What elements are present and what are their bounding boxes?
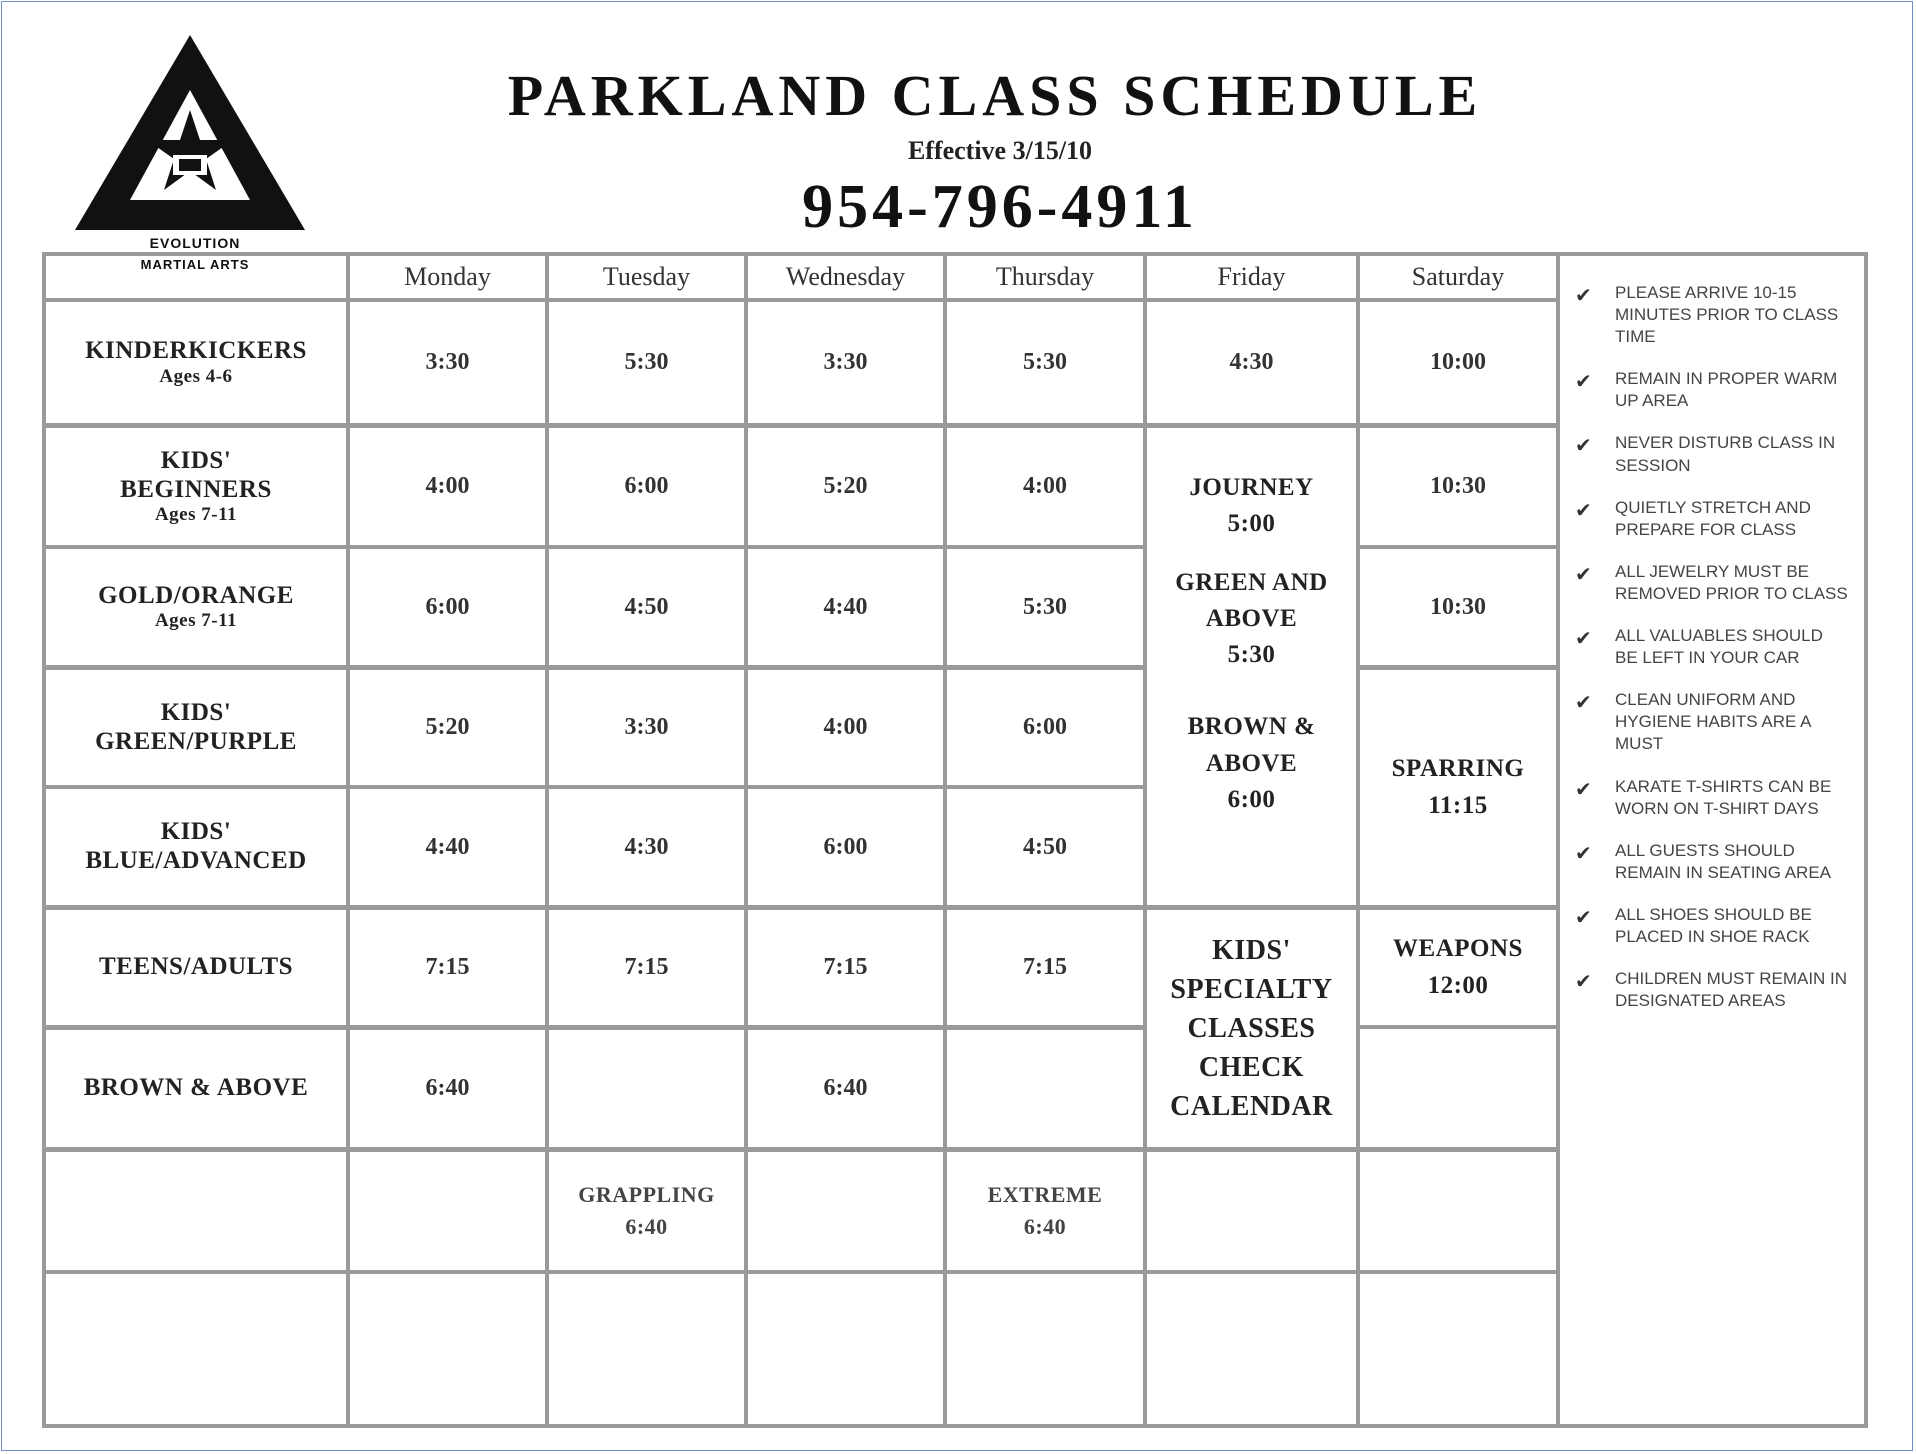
extreme-time: 6:40	[1023, 1214, 1067, 1239]
time-cell: 3:30	[425, 349, 470, 375]
time-cell: 4:30	[1229, 349, 1274, 375]
specialty-line: SPECIALTY	[1170, 973, 1333, 1005]
friday-journey-label: JOURNEY	[1189, 474, 1314, 501]
logo	[75, 35, 315, 285]
friday-green-label-2: ABOVE	[1205, 604, 1298, 632]
sparring-time: 11:15	[1428, 791, 1488, 819]
page-title: PARKLAND CLASS SCHEDULE	[507, 63, 1483, 128]
checkmark-icon: ✔	[1575, 904, 1592, 929]
time-cell: 10:30	[1430, 593, 1486, 620]
day-header-tuesday: Tuesday	[602, 262, 691, 291]
time-cell: 4:50	[624, 593, 669, 620]
row-label-brown-above	[46, 1030, 346, 1147]
row-label-kids-beginners	[46, 428, 346, 545]
time-cell: 4:00	[1023, 473, 1067, 499]
checkmark-icon: ✔	[1575, 969, 1592, 994]
time-cell: 7:15	[425, 954, 470, 980]
time-cell: 5:30	[624, 349, 669, 375]
grid-line-h	[42, 1147, 1556, 1152]
checkmark-icon: ✔	[1575, 369, 1592, 394]
row-label-kids-green-purple	[46, 670, 346, 785]
checkmark-icon: ✔	[1575, 561, 1592, 586]
time-cell: 5:30	[1023, 349, 1067, 375]
time-cell: 5:20	[425, 714, 470, 740]
time-cell: 6:00	[1023, 714, 1067, 740]
rule-text: QUIETLY STRETCH AND PREPARE FOR CLASS	[1615, 497, 1811, 539]
rule-item	[1575, 282, 1865, 348]
time-cell: 4:40	[425, 833, 470, 860]
time-cell: 3:30	[624, 714, 669, 740]
grappling-class	[549, 1152, 744, 1270]
logo-text-bottom: MARTIAL ARTS	[140, 257, 250, 272]
row-label-age: Ages 7-11	[154, 504, 238, 526]
friday-green-label: GREEN AND	[1175, 568, 1328, 596]
effective-date: Effective 3/15/10	[907, 136, 1093, 165]
friday-brown-time: 6:00	[1227, 785, 1276, 813]
extreme-label: EXTREME	[987, 1182, 1103, 1208]
time-cell: 6:40	[823, 1075, 868, 1101]
checkmark-icon: ✔	[1575, 840, 1592, 865]
logo-triangle-icon	[75, 35, 315, 235]
rule-text: CLEAN UNIFORM AND HYGIENE HABITS ARE A MUST	[1615, 690, 1811, 754]
rule-text: ALL SHOES SHOULD BE PLACED IN SHOE RACK	[1615, 904, 1812, 946]
rule-text: REMAIN IN PROPER WARM UP AREA	[1615, 369, 1838, 411]
time-cell: 7:15	[1023, 954, 1067, 980]
grid-line-h	[1356, 1025, 1556, 1029]
specialty-line: CALENDAR	[1170, 1091, 1333, 1123]
row-label-age: Ages 4-6	[159, 365, 233, 387]
saturday-sparring	[1360, 670, 1556, 905]
friday-brown-label-2: ABOVE	[1205, 749, 1298, 777]
time-cell: 7:15	[823, 954, 868, 980]
rule-text: ALL JEWELRY MUST BE REMOVED PRIOR TO CLASS	[1615, 561, 1848, 603]
time-cell: 7:15	[624, 954, 669, 980]
day-header-wednesday: Wednesday	[785, 262, 906, 291]
friday-journey-time: 5:00	[1227, 510, 1276, 538]
weapons-time: 12:00	[1427, 971, 1489, 999]
grappling-label: GRAPPLING	[578, 1182, 715, 1208]
rule-text: NEVER DISTURB CLASS IN SESSION	[1615, 433, 1836, 475]
grappling-time: 6:40	[625, 1214, 668, 1239]
day-header-saturday: Saturday	[1411, 262, 1505, 291]
friday-belt-classes	[1147, 470, 1356, 870]
time-cell: 6:00	[823, 833, 868, 860]
time-cell: 10:00	[1430, 349, 1486, 375]
rule-item	[1575, 904, 1865, 948]
checkmark-icon: ✔	[1575, 433, 1592, 458]
time-cell: 4:40	[823, 593, 868, 620]
specialty-line: KIDS'	[1212, 934, 1291, 966]
specialty-line: CLASSES	[1187, 1012, 1316, 1044]
checkmark-icon: ✔	[1575, 626, 1592, 651]
time-cell: 6:00	[624, 473, 669, 499]
rule-text: CHILDREN MUST REMAIN IN DESIGNATED AREAS	[1615, 969, 1848, 1011]
weapons-label: WEAPONS	[1393, 935, 1523, 963]
checkmark-icon: ✔	[1575, 690, 1592, 715]
time-cell: 6:00	[425, 593, 470, 620]
friday-specialty-classes	[1147, 910, 1356, 1147]
rule-text: KARATE T-SHIRTS CAN BE WORN ON T-SHIRT DAYS	[1615, 776, 1832, 818]
extreme-class	[947, 1152, 1143, 1270]
day-header-thursday: Thursday	[995, 262, 1095, 291]
row-label-kinderkickers	[46, 302, 346, 423]
time-cell: 4:00	[425, 473, 470, 499]
rule-item	[1575, 561, 1865, 605]
rule-item	[1575, 776, 1865, 820]
row-label-text: KIDS' GREEN/PURPLE	[95, 698, 297, 755]
rule-item	[1575, 968, 1865, 1012]
row-label-text: GOLD/ORANGE	[98, 581, 294, 609]
checkmark-icon: ✔	[1575, 283, 1592, 307]
row-label-text: BROWN & ABOVE	[83, 1074, 309, 1102]
time-cell: 4:30	[624, 833, 669, 860]
day-header-friday: Friday	[1217, 262, 1286, 291]
row-label-kids-blue-advanced	[46, 789, 346, 905]
grid-line-v	[1556, 252, 1560, 1428]
time-cell: 4:50	[1023, 833, 1067, 860]
grid-line-h	[42, 1270, 1556, 1274]
checkmark-icon: ✔	[1575, 497, 1592, 522]
phone-number: 954-796-4911	[802, 173, 1198, 241]
day-header-monday: Monday	[404, 262, 491, 291]
row-label-text: KIDS' BEGINNERS	[120, 446, 272, 503]
rule-text: ALL VALUABLES SHOULD BE LEFT IN YOUR CAR	[1615, 626, 1823, 668]
time-cell: 3:30	[823, 349, 868, 375]
time-cell: 10:30	[1430, 473, 1486, 499]
rule-item	[1575, 625, 1865, 669]
checkmark-icon: ✔	[1575, 776, 1592, 801]
rule-item	[1575, 497, 1865, 541]
row-label-age: Ages 7-11	[154, 610, 238, 632]
time-cell: 5:30	[1023, 593, 1067, 620]
rules-list	[1575, 282, 1865, 1032]
row-label-text: TEENS/ADULTS	[98, 953, 294, 981]
specialty-line: CHECK	[1198, 1052, 1305, 1084]
sparring-label: SPARRING	[1391, 755, 1525, 783]
logo-text-top: EVOLUTION	[149, 235, 241, 251]
rule-item	[1575, 689, 1865, 755]
time-cell: 5:20	[823, 473, 868, 499]
saturday-weapons	[1360, 910, 1556, 1025]
friday-green-time: 5:30	[1227, 641, 1276, 668]
row-label-teens-adults	[46, 910, 346, 1025]
rule-item	[1575, 840, 1865, 884]
row-label-text: KINDERKICKERS	[85, 337, 307, 365]
rule-text: PLEASE ARRIVE 10-15 MINUTES PRIOR TO CLASS TIME	[1615, 283, 1839, 347]
friday-brown-label: BROWN &	[1187, 713, 1316, 741]
row-label-text: KIDS' BLUE/ADVANCED	[85, 818, 307, 874]
row-label-gold-orange	[46, 549, 346, 665]
time-cell: 4:00	[823, 714, 868, 740]
grid-line-h	[42, 1424, 1868, 1428]
time-cell: 6:40	[425, 1075, 470, 1101]
rule-item	[1575, 432, 1865, 476]
rule-text: ALL GUESTS SHOULD REMAIN IN SEATING AREA	[1615, 840, 1832, 882]
rule-item	[1575, 368, 1865, 412]
